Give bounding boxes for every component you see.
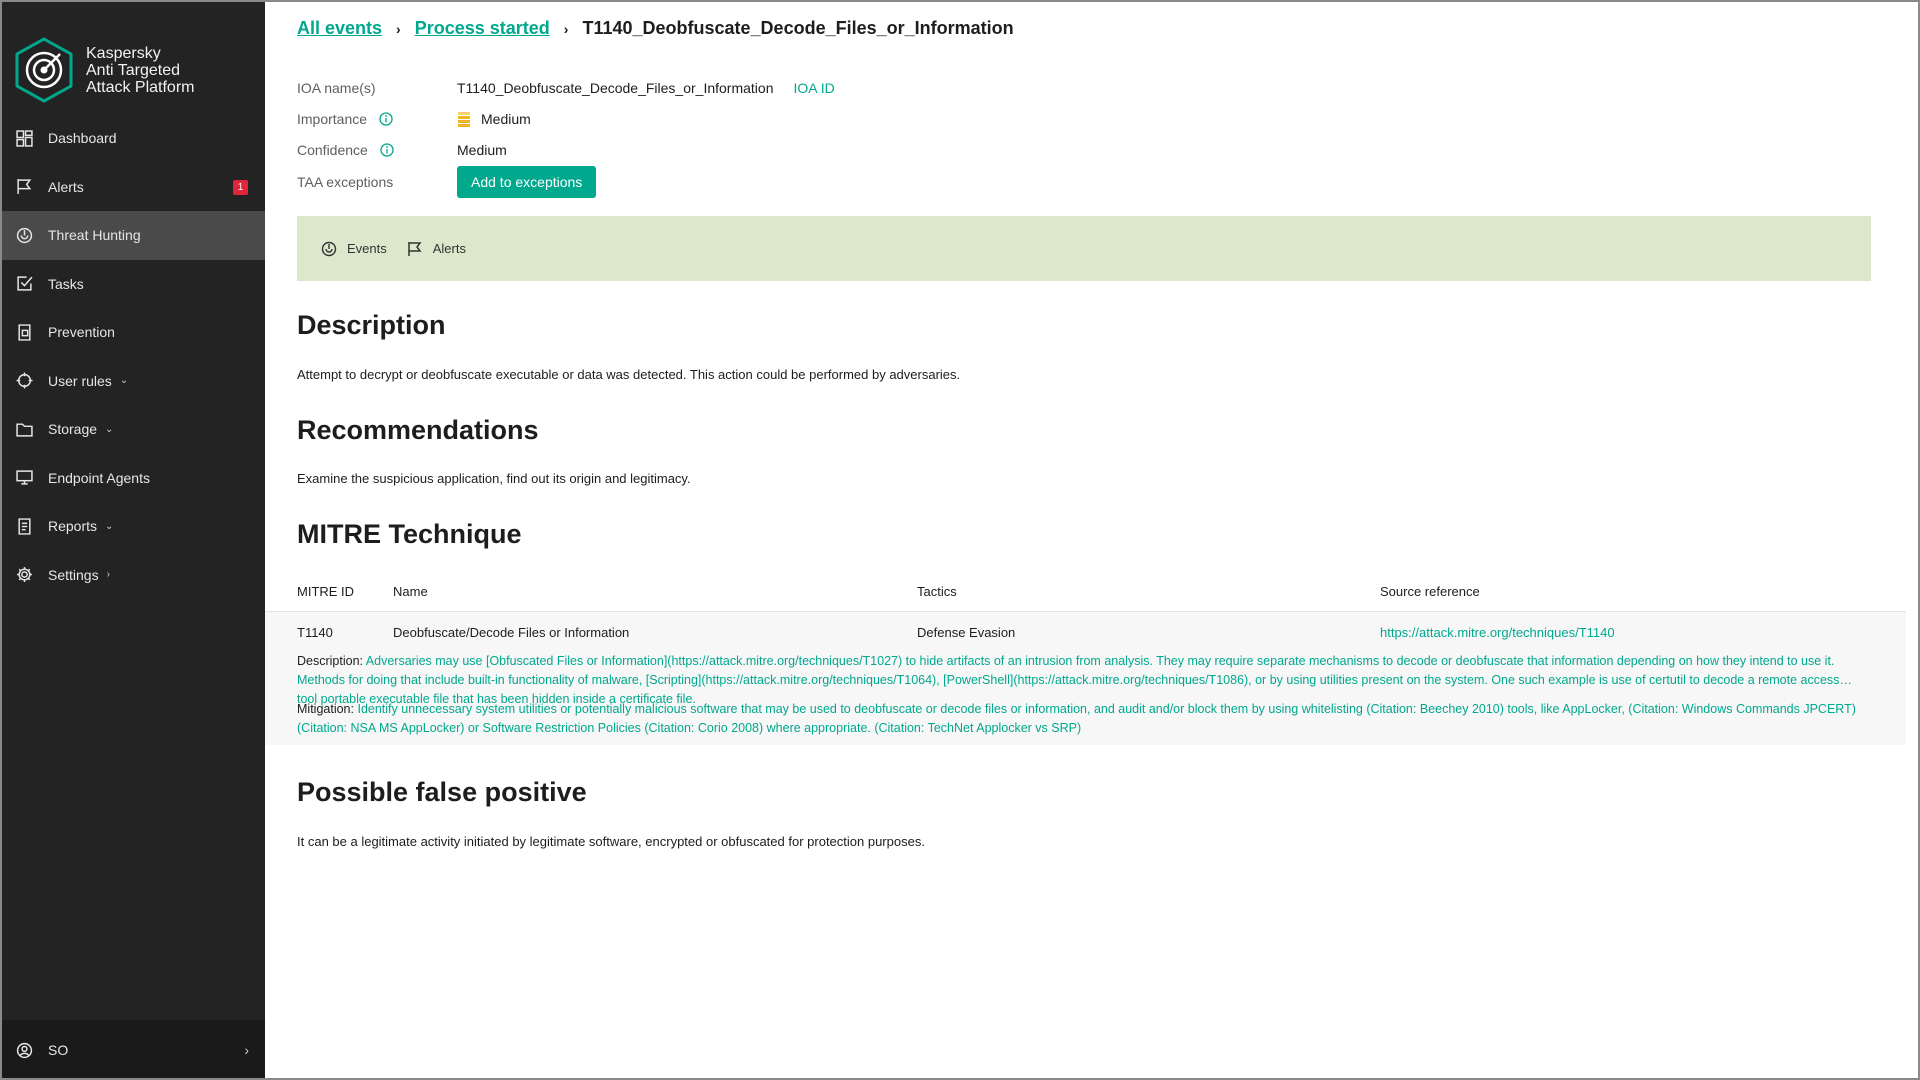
event-properties <box>297 72 835 199</box>
mitre-description-text: Adversaries may use [Obfuscated Files or Information](https://attack.mitre.org/techniques/T1027) to hide artifacts of an intrusion from analysis. They may require separate mechanisms to decode or deobfuscate that information depending on how they intend to use it. Methods for doing that include built-in functionality of malware, [Scripting](https://attack.mitre.org/techniques/T1064), [PowerShell](https://attack.mitre.org/techniques/T1086), or by using utilities present on the system. One such example is use of certutil to decode a remote access tool portable executable file that has been hidden inside a certificate file. <box>297 654 1840 706</box>
user-name: SO <box>48 1042 69 1058</box>
tab-alerts-label: Alerts <box>432 241 466 256</box>
ioa-value: T1140_Deobfuscate_Decode_Files_or_Information <box>457 79 774 96</box>
false-positive-text: It can be a legitimate activity initiated by legitimate software, encrypted or obfuscated for protection purposes. <box>297 834 925 849</box>
confidence-label: Confidence <box>297 141 368 158</box>
report-icon <box>15 517 33 535</box>
brand[interactable] <box>0 0 265 110</box>
sidebar-item-label: Threat Hunting <box>48 227 141 244</box>
description-heading: Description <box>297 310 446 340</box>
user-circle-icon <box>15 1041 33 1059</box>
brand-line-2: Anti Targeted <box>86 61 180 79</box>
prevention-icon <box>15 323 33 341</box>
nav-menu <box>0 114 265 599</box>
confidence-value: Medium <box>457 141 507 158</box>
flag-icon <box>407 241 423 257</box>
radar-icon <box>321 241 337 257</box>
mitre-mitigation-label: Mitigation: <box>297 702 354 716</box>
info-icon[interactable] <box>380 143 394 157</box>
confidence-label-cell <box>297 142 457 158</box>
sidebar-item-storage[interactable] <box>0 405 265 454</box>
breadcrumb-process-started[interactable]: Process started <box>414 18 550 38</box>
mitre-reference-link[interactable]: https://attack.mitre.org/techniques/T1140 <box>1380 625 1615 640</box>
sidebar-item-alerts[interactable] <box>0 163 265 212</box>
ioa-row <box>297 72 835 103</box>
sidebar-item-threat-hunting[interactable] <box>0 211 265 260</box>
chevron-right-icon: › <box>106 569 110 581</box>
description-text: Attempt to decrypt or deobfuscate executable or data was detected. This action could be performed by adversaries. <box>297 367 961 382</box>
column-header-tactics[interactable]: Tactics <box>917 584 957 599</box>
exceptions-label: TAA exceptions <box>297 174 394 190</box>
mitre-description-label: Description: <box>297 654 363 668</box>
sidebar-item-label: Dashboard <box>48 130 117 147</box>
importance-value: Medium <box>481 110 531 127</box>
target-icon <box>15 372 33 390</box>
ioa-label: IOA name(s) <box>297 79 376 96</box>
column-header-mitre-id[interactable]: MITRE ID <box>297 584 355 599</box>
sidebar-item-label: Endpoint Agents <box>48 469 150 486</box>
mitre-table-header <box>265 584 1906 612</box>
breadcrumb-separator-icon: › <box>563 21 569 37</box>
brand-line-1: Kaspersky <box>86 44 161 62</box>
tab-events[interactable] <box>321 241 387 257</box>
importance-label: Importance <box>297 110 368 127</box>
breadcrumb-separator-icon: › <box>396 21 401 37</box>
tab-events-label: Events <box>347 241 387 256</box>
importance-medium-icon <box>457 110 471 128</box>
mitre-description <box>297 652 1857 706</box>
tab-alerts[interactable] <box>407 241 466 257</box>
breadcrumb <box>297 18 1014 39</box>
gear-icon <box>15 566 33 584</box>
related-tabs-panel <box>297 216 1871 281</box>
brand-name <box>86 45 194 96</box>
breadcrumb-all-events[interactable]: All events <box>297 18 383 38</box>
brand-line-3: Attack Platform <box>86 78 195 96</box>
sidebar-item-user-rules[interactable] <box>0 357 265 406</box>
sidebar-item-label: Reports <box>48 518 98 535</box>
sidebar-item-prevention[interactable] <box>0 308 265 357</box>
add-to-exceptions-button[interactable]: Add to exceptions <box>457 166 596 198</box>
mitre-mitigation <box>297 700 1857 738</box>
recommendations-text: Examine the suspicious application, find out its origin and legitimacy. <box>297 471 691 486</box>
mitre-heading: MITRE Technique <box>297 519 522 549</box>
folder-icon <box>15 420 33 438</box>
mitre-name-cell: Deobfuscate/Decode Files or Information <box>393 625 630 640</box>
importance-row <box>297 103 835 134</box>
sidebar-item-label: Settings <box>48 566 99 583</box>
mitre-id-cell: T1140 <box>297 625 333 640</box>
table-row <box>265 625 1906 643</box>
sidebar-item-settings[interactable] <box>0 551 265 600</box>
radar-icon <box>15 226 33 244</box>
mitre-table-row <box>265 612 1906 745</box>
monitor-icon <box>15 469 33 487</box>
kaspersky-logo-icon <box>14 37 74 103</box>
sidebar-item-dashboard[interactable] <box>0 114 265 163</box>
mitre-mitigation-text: Identify unnecessary system utilities or potentially malicious software that may be used to deobfuscate or decode files or information, and audit and/or block them by using whitelisting (Citation: Beechey 2010) tools, like AppLocker, (Citation: Windows Commands JPCERT) (Citation: NSA MS AppLocker) or Software Restriction Policies (Citation: Corio 2008) where appropriate. (Citation: TechNet Applocker vs SRP) <box>297 702 1856 735</box>
info-icon[interactable] <box>379 112 393 126</box>
confidence-row <box>297 134 835 165</box>
exceptions-row <box>297 165 835 199</box>
sidebar <box>0 0 265 1080</box>
false-positive-heading: Possible false positive <box>297 777 587 807</box>
sidebar-item-label: Storage <box>48 421 98 438</box>
sidebar-item-label: User rules <box>48 372 112 389</box>
chevron-down-icon: ⌄ <box>105 520 114 532</box>
breadcrumb-current: T1140_Deobfuscate_Decode_Files_or_Information <box>582 18 1014 38</box>
sidebar-item-reports[interactable] <box>0 502 265 551</box>
sidebar-item-endpoint-agents[interactable] <box>0 454 265 503</box>
importance-label-cell <box>297 111 457 127</box>
sidebar-item-label: Alerts <box>48 178 84 195</box>
chevron-down-icon: ⌄ <box>119 375 129 387</box>
checkbox-icon <box>15 275 33 293</box>
chevron-down-icon: ⌄ <box>105 423 114 435</box>
sidebar-item-tasks[interactable] <box>0 260 265 309</box>
dashboard-icon <box>15 129 33 147</box>
flag-icon <box>15 178 33 196</box>
chevron-right-icon: › <box>244 1042 249 1058</box>
column-header-source-reference[interactable]: Source reference <box>1380 584 1480 599</box>
recommendations-heading: Recommendations <box>297 415 539 445</box>
mitre-tactics-cell: Defense Evasion <box>917 625 1016 640</box>
sidebar-item-label: Prevention <box>48 324 115 341</box>
column-header-name[interactable]: Name <box>393 584 428 599</box>
alerts-count-badge: 1 <box>233 180 248 195</box>
user-menu[interactable] <box>0 1020 265 1080</box>
ioa-id-link[interactable]: IOA ID <box>793 79 835 96</box>
sidebar-item-label: Tasks <box>48 275 84 292</box>
